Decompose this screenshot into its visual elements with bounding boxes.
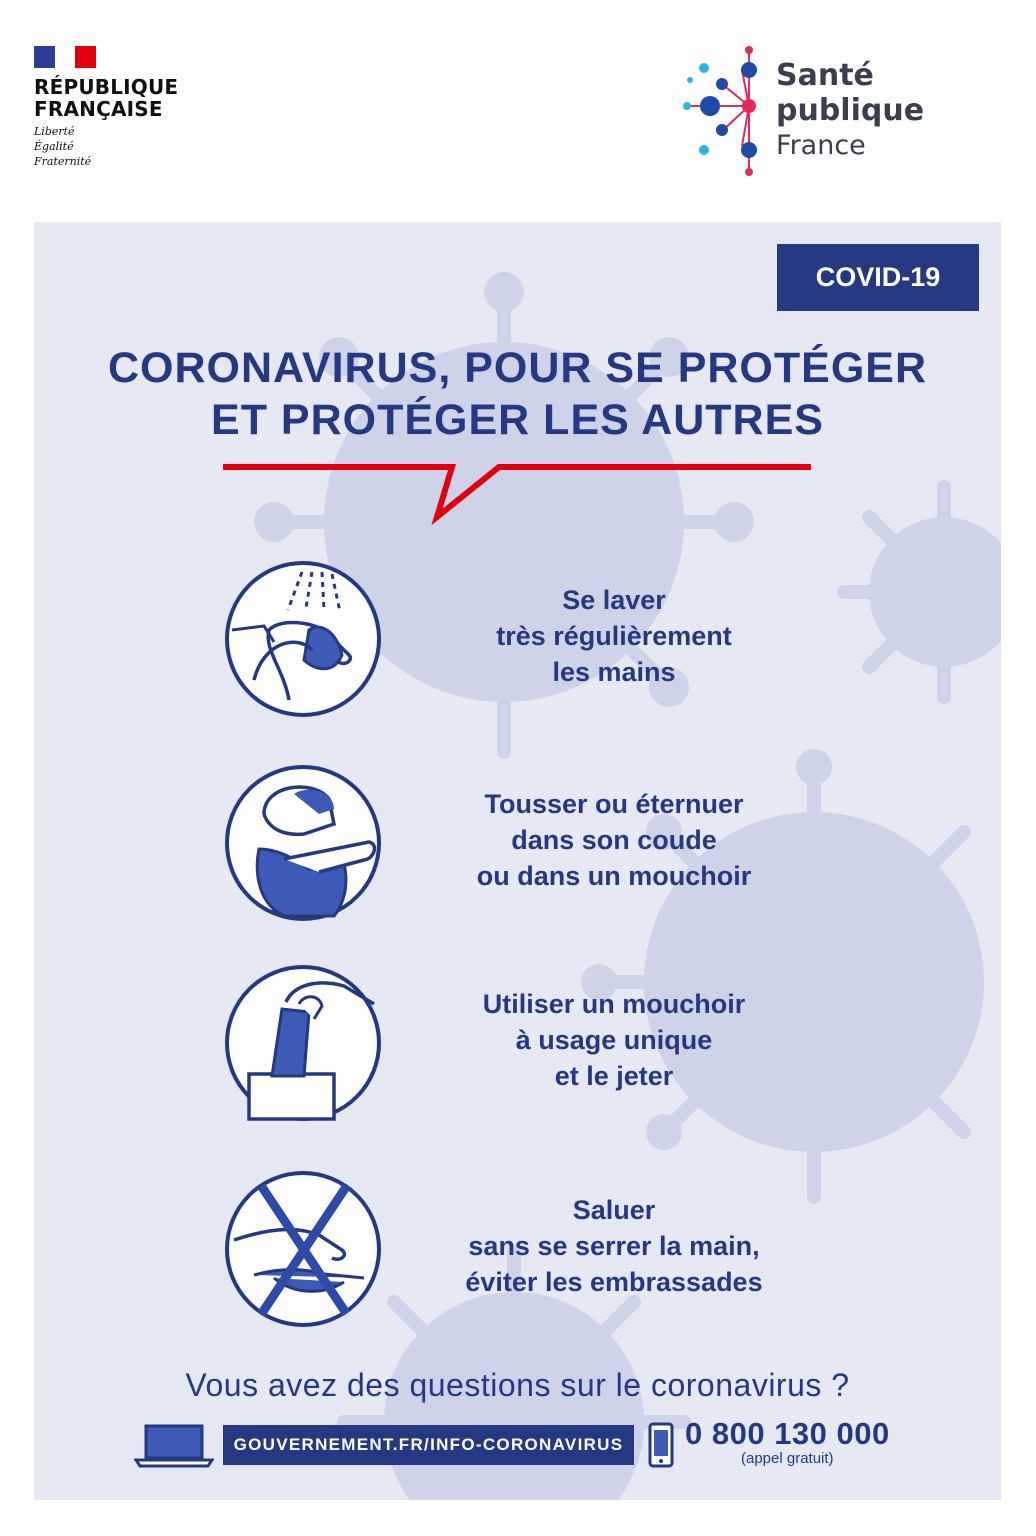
header bbox=[0, 0, 1036, 220]
step-wash-hands-text bbox=[414, 582, 814, 690]
step-cough-elbow bbox=[34, 764, 1001, 924]
step-cough-elbow-text bbox=[414, 786, 814, 894]
step-text-line: Tousser ou éternuer bbox=[484, 789, 744, 819]
info-coronavirus-link[interactable]: GOUVERNEMENT.FR/INFO-CORONAVIRUS bbox=[223, 1425, 634, 1465]
step-text-line: les mains bbox=[552, 657, 676, 687]
step-single-use-tissue-text bbox=[414, 986, 814, 1094]
motto-egalite: Égalité bbox=[34, 140, 74, 153]
spf-wordmark bbox=[776, 58, 924, 163]
motto-fraternite: Fraternité bbox=[34, 155, 92, 168]
hotline-note: (appel gratuit) bbox=[741, 1450, 834, 1467]
spf-line3: France bbox=[776, 130, 866, 161]
republique-line1: RÉPUBLIQUE bbox=[34, 75, 179, 99]
tissue-box-icon bbox=[224, 964, 382, 1122]
covid-19-badge: COVID-19 bbox=[777, 244, 979, 311]
step-text-line: et le jeter bbox=[554, 1061, 674, 1091]
step-text-line: Saluer bbox=[572, 1195, 656, 1225]
step-text-line: Utiliser un mouchoir bbox=[482, 989, 746, 1019]
spf-line2: publique bbox=[776, 93, 925, 128]
step-text-line: Se laver bbox=[562, 585, 666, 615]
step-no-handshake-text bbox=[414, 1192, 814, 1300]
step-text-line: à usage unique bbox=[515, 1025, 713, 1055]
title-line2: ET PROTÉGER LES AUTRES bbox=[211, 396, 824, 444]
republique-motto bbox=[34, 124, 178, 169]
title-line1: CORONAVIRUS, POUR SE PROTÉGER bbox=[107, 344, 928, 392]
sante-publique-france-logo bbox=[682, 46, 932, 181]
spf-network-icon bbox=[682, 46, 772, 181]
hotline-number[interactable]: 0 800 130 000 bbox=[685, 1416, 890, 1451]
republique-line2: FRANÇAISE bbox=[34, 97, 163, 121]
laptop-icon bbox=[134, 1422, 214, 1468]
step-text-line: très régulièrement bbox=[496, 621, 732, 651]
step-single-use-tissue bbox=[34, 964, 1001, 1124]
no-handshake-icon bbox=[224, 1170, 382, 1328]
republique-francaise-logo bbox=[34, 46, 178, 169]
questions-heading: Vous avez des questions sur le coronavirus ? bbox=[185, 1367, 850, 1403]
marianne-flag-icon bbox=[34, 46, 96, 68]
cough-elbow-icon bbox=[224, 764, 382, 922]
hand-washing-icon bbox=[224, 560, 382, 718]
speech-bubble-underline bbox=[34, 222, 1001, 542]
step-no-handshake bbox=[34, 1170, 1001, 1330]
step-wash-hands bbox=[34, 560, 1001, 720]
poster-panel bbox=[34, 222, 1001, 1500]
step-text-line: ou dans un mouchoir bbox=[476, 861, 752, 891]
step-text-line: dans son coude bbox=[511, 825, 717, 855]
step-text-line: éviter les embrassades bbox=[465, 1267, 763, 1297]
step-text-line: sans se serrer la main, bbox=[468, 1231, 760, 1261]
spf-line1: Santé bbox=[776, 58, 874, 93]
phone-icon bbox=[648, 1422, 674, 1468]
motto-liberte: Liberté bbox=[34, 125, 75, 138]
